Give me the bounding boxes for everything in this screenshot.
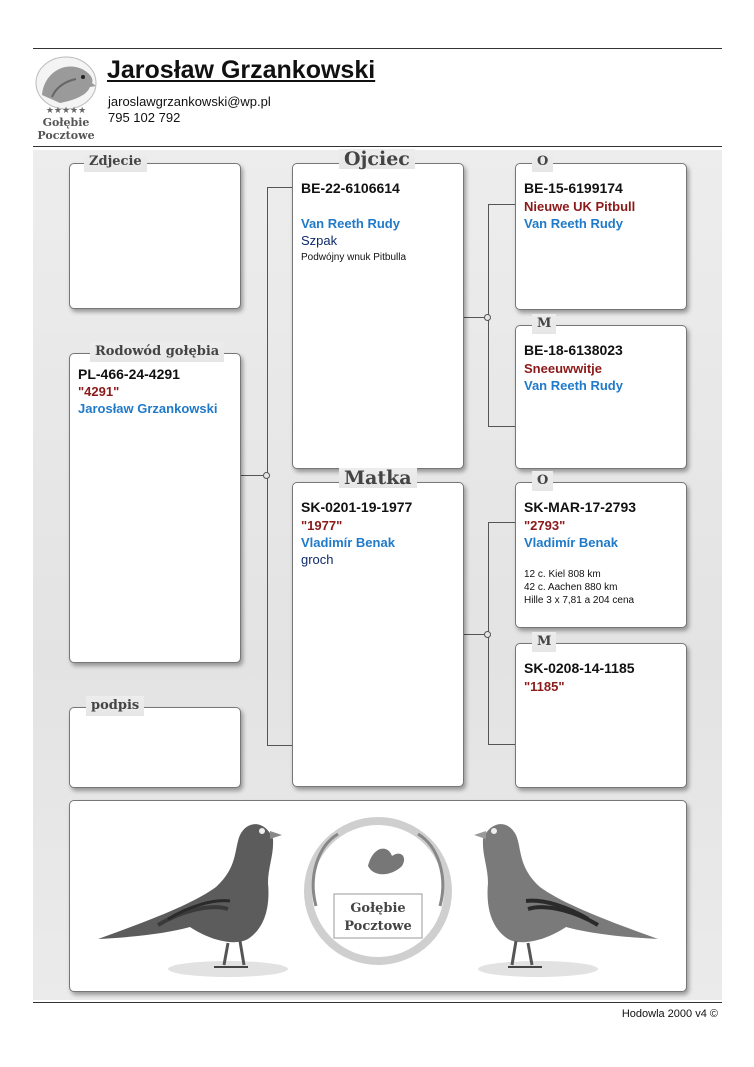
father-father-box-title: O	[532, 152, 553, 172]
father-mother-breeder: Van Reeth Rudy	[524, 378, 623, 393]
father-mother-box	[515, 316, 687, 469]
owner-email[interactable]: jaroslawgrzankowski@wp.pl	[108, 94, 271, 109]
header-rule	[33, 146, 722, 147]
signature-box[interactable]	[69, 698, 241, 788]
signature-box-title: podpis	[86, 696, 144, 716]
subject-name: "4291"	[78, 384, 120, 399]
father-knob	[484, 314, 491, 321]
mother-ring: SK-0201-19-1977	[301, 499, 413, 515]
subject-ring: PL-466-24-4291	[78, 366, 180, 382]
banner-logo-text-2: Pocztowe	[344, 919, 412, 934]
subject-breeder: Jarosław Grzankowski	[78, 401, 218, 416]
footer-text: Hodowla 2000 v4 ©	[621, 1008, 718, 1020]
banner-logo-text-1: Gołębie	[350, 901, 406, 916]
father-father-box	[515, 154, 687, 310]
father-ring: BE-22-6106614	[301, 180, 400, 196]
center-logo-image	[308, 821, 448, 961]
father-bracket	[488, 204, 515, 427]
mother-mother-box-title: M	[532, 632, 556, 652]
mother-breeder: Vladimír Benak	[301, 535, 395, 550]
father-father-ring: BE-15-6199174	[524, 180, 623, 196]
father-box	[292, 148, 464, 469]
mother-father-result-3: Hille 3 x 7,81 a 204 cena	[524, 595, 635, 606]
photo-box-title: Zdjecie	[84, 152, 147, 172]
banner-box	[69, 800, 687, 992]
mother-mother-ring: SK-0208-14-1185	[524, 660, 635, 676]
subject-box	[69, 344, 241, 663]
mother-father-box	[515, 473, 687, 628]
pigeon-logo	[30, 53, 102, 145]
mother-box	[292, 467, 464, 787]
owner-phone: 795 102 792	[108, 110, 181, 125]
mother-mother-box	[515, 634, 687, 788]
father-mother-ring: BE-18-6138023	[524, 342, 623, 358]
subject-knob	[263, 472, 270, 479]
father-father-name: Nieuwe UK Pitbull	[524, 199, 636, 214]
father-father-breeder: Van Reeth Rudy	[524, 216, 623, 231]
svg-text:★★★★★: ★★★★★	[45, 106, 87, 116]
banner-illustration	[70, 801, 686, 991]
mother-knob	[484, 631, 491, 638]
mother-father-box-title: O	[532, 471, 553, 491]
father-box-title: Ojciec	[339, 149, 415, 169]
father-note: Podwójny wnuk Pitbulla	[301, 252, 407, 263]
left-pigeon-image	[98, 824, 288, 977]
mother-mother-name: "1185"	[524, 679, 565, 694]
subject-box-title: Rodowód gołębia	[90, 342, 224, 362]
logo-text-2: Pocztowe	[37, 129, 95, 142]
mother-name: "1977"	[301, 518, 343, 533]
mother-father-ring: SK-MAR-17-2793	[524, 499, 637, 515]
photo-box[interactable]	[69, 154, 241, 309]
mother-color: groch	[301, 552, 334, 567]
parent-bracket	[267, 187, 292, 746]
mother-father-breeder: Vladimír Benak	[524, 535, 618, 550]
top-rule	[33, 48, 722, 49]
owner-name: Jarosław Grzankowski	[107, 56, 376, 84]
father-color: Szpak	[301, 233, 338, 248]
father-mother-name: Sneeuwwitje	[524, 361, 603, 376]
mother-father-name: "2793"	[524, 518, 566, 533]
father-mother-box-title: M	[532, 314, 556, 334]
mother-box-title: Matka	[339, 468, 417, 488]
mother-father-result-1: 12 c. Kiel 808 km	[524, 569, 601, 580]
right-pigeon-image	[474, 824, 658, 977]
mother-bracket	[488, 522, 515, 745]
mother-father-result-2: 42 c. Aachen 880 km	[524, 582, 618, 593]
footer-rule	[33, 1002, 722, 1003]
father-breeder: Van Reeth Rudy	[301, 216, 400, 231]
logo-text-1: Gołębie	[42, 116, 90, 129]
